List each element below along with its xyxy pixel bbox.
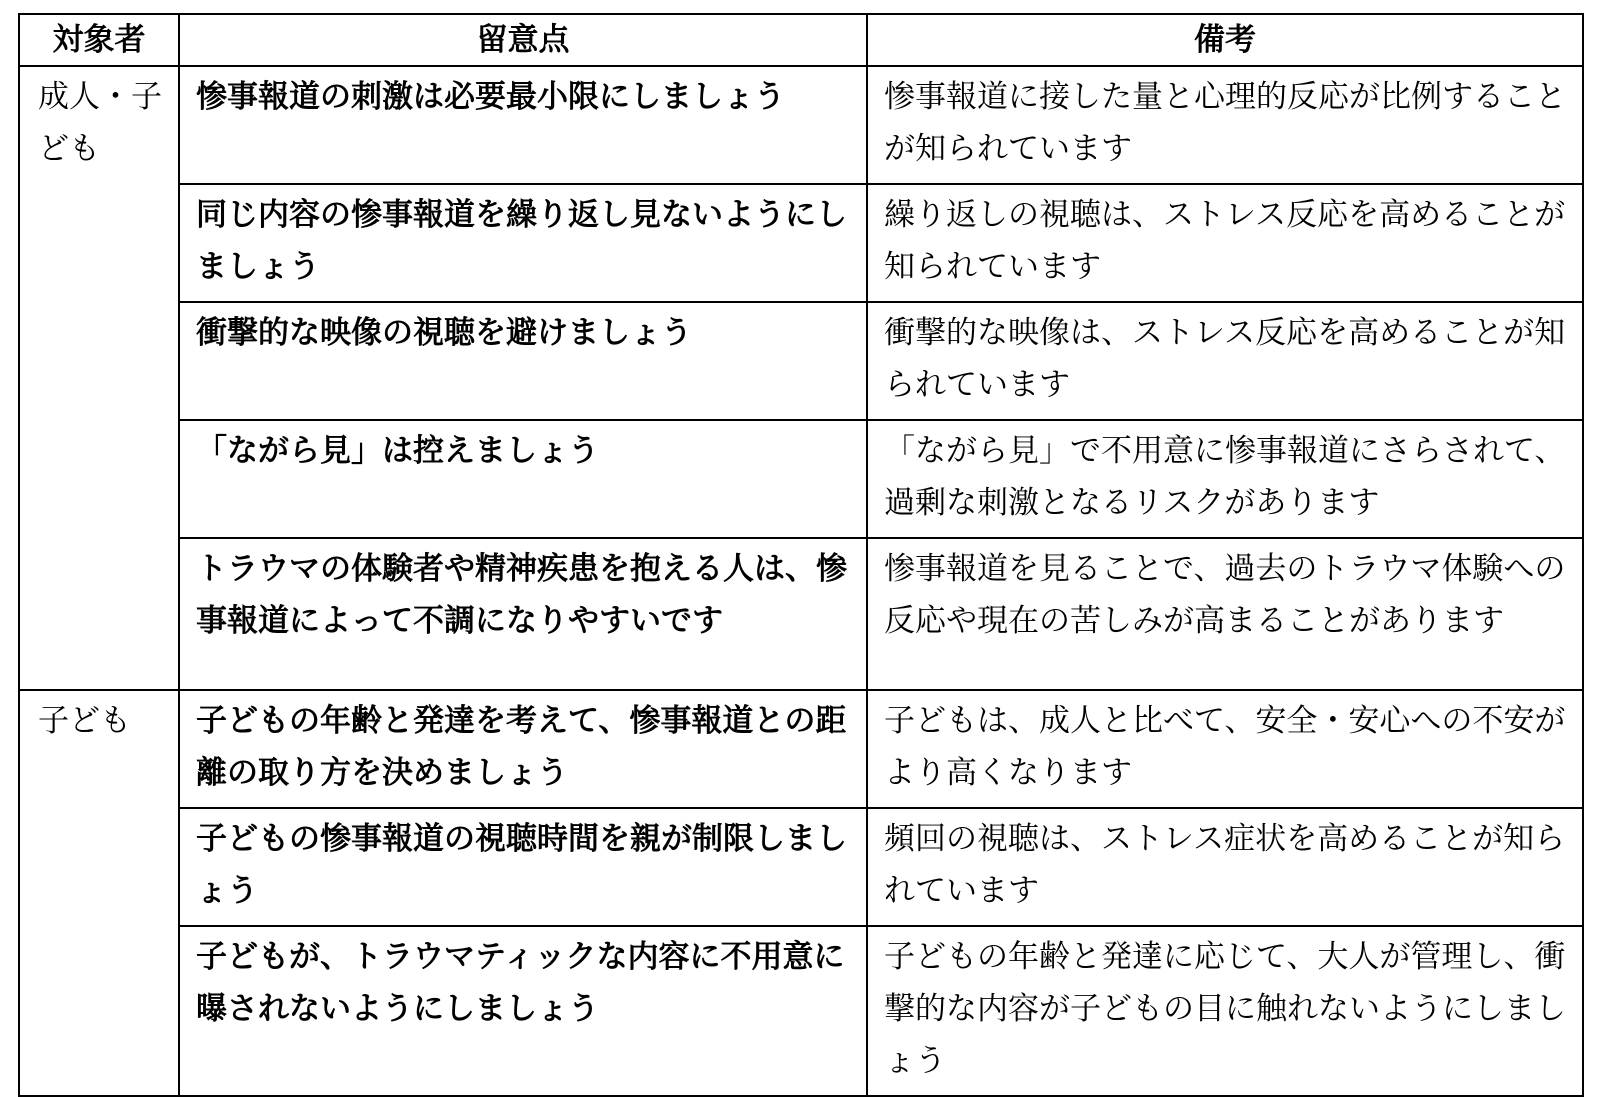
remark-cell: 「ながら見」で不用意に惨事報道にさらされて、過剰な刺激となるリスクがあります	[867, 420, 1583, 538]
point-cell: 同じ内容の惨事報道を繰り返し見ないようにしましょう	[179, 184, 867, 302]
header-point: 留意点	[179, 14, 867, 66]
point-cell: 子どもが、トラウマティックな内容に不用意に曝されないようにしましょう	[179, 926, 867, 1096]
remark-cell: 頻回の視聴は、ストレス症状を高めることが知られています	[867, 808, 1583, 926]
table-row	[19, 690, 1583, 808]
point-cell: 子どもの年齢と発達を考えて、惨事報道との距離の取り方を決めましょう	[179, 690, 867, 808]
table-header-row	[19, 14, 1583, 66]
table-row	[19, 302, 1583, 420]
table-row	[19, 420, 1583, 538]
header-target: 対象者	[19, 14, 179, 66]
point-cell: 惨事報道の刺激は必要最小限にしましょう	[179, 66, 867, 184]
remark-cell: 衝撃的な映像は、ストレス反応を高めることが知られています	[867, 302, 1583, 420]
document	[18, 13, 1582, 1097]
guidelines-table	[18, 13, 1584, 1097]
remark-cell: 子どもは、成人と比べて、安全・安心への不安がより高くなります	[867, 690, 1583, 808]
point-cell: 子どもの惨事報道の視聴時間を親が制限しましょう	[179, 808, 867, 926]
point-cell: トラウマの体験者や精神疾患を抱える人は、惨事報道によって不調になりやすいです	[179, 538, 867, 690]
point-cell: 「ながら見」は控えましょう	[179, 420, 867, 538]
target-cell: 子ども	[19, 690, 179, 1096]
remark-cell: 子どもの年齢と発達に応じて、大人が管理し、衝撃的な内容が子どもの目に触れないようにしましょう	[867, 926, 1583, 1096]
remark-cell: 惨事報道を見ることで、過去のトラウマ体験への反応や現在の苦しみが高まることがあります	[867, 538, 1583, 690]
table-row	[19, 538, 1583, 690]
table-row	[19, 66, 1583, 184]
remark-cell: 惨事報道に接した量と心理的反応が比例することが知られています	[867, 66, 1583, 184]
table-row	[19, 184, 1583, 302]
header-remark: 備考	[867, 14, 1583, 66]
remark-cell: 繰り返しの視聴は、ストレス反応を高めることが知られています	[867, 184, 1583, 302]
point-cell: 衝撃的な映像の視聴を避けましょう	[179, 302, 867, 420]
table-row	[19, 926, 1583, 1096]
target-cell: 成人・子ども	[19, 66, 179, 690]
table-row	[19, 808, 1583, 926]
